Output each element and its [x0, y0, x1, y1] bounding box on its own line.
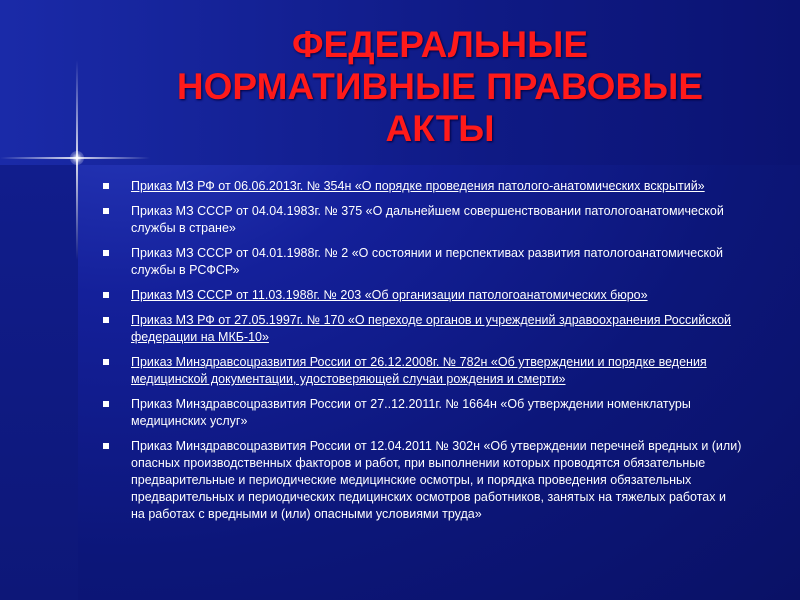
bullet-icon [103, 250, 109, 256]
title-line-2: НОРМАТИВНЫЕ ПРАВОВЫЕ [176, 66, 704, 107]
list-item [103, 354, 743, 388]
list-item [103, 245, 743, 279]
sparkle-icon [70, 151, 84, 165]
regulation-text: Приказ Минздравсоцразвития России от 12.04.2011 № 302н «Об утверждении перечней вредных и (или) опасных производственных факторов и работ, при выполнении которых проводятся обязательные предварительные и периодические медицинские осмотры, и порядка проведения обязательных предварительных и периодических педицинских осмотров работников, занятых на тяжелых работах и на работах с вредными и (или) опасными условиями труда» [131, 439, 742, 521]
regulations-list [103, 178, 743, 531]
list-item [103, 396, 743, 430]
list-item [103, 312, 743, 346]
bullet-icon [103, 292, 109, 298]
title-line-1: ФЕДЕРАЛЬНЫЕ [291, 24, 589, 65]
bullet-icon [103, 443, 109, 449]
bullet-icon [103, 401, 109, 407]
regulation-text: Приказ МЗ СССР от 04.01.1988г. № 2 «О состоянии и перспективах развития патологоанатомической службы в РСФСР» [131, 246, 724, 277]
list-item [103, 438, 743, 523]
bullet-icon [103, 359, 109, 365]
regulation-link[interactable]: Приказ МЗ РФ от 27.05.1997г. № 170 «О переходе органов и учреждений здравоохранения Российской федерации на МКБ-10» [131, 313, 732, 344]
regulation-text: Приказ МЗ СССР от 04.04.1983г. № 375 «О дальнейшем совершенствовании патологоанатомической службы в стране» [131, 204, 724, 235]
regulation-link[interactable]: Приказ МЗ СССР от 11.03.1988г. № 203 «Об организации патологоанатомических бюро» [131, 288, 648, 302]
list-item [103, 178, 743, 195]
bullet-icon [103, 183, 109, 189]
page-title [100, 24, 780, 150]
list-item [103, 287, 743, 304]
bullet-icon [103, 317, 109, 323]
left-column-band [0, 165, 78, 600]
regulation-text: Приказ Минздравсоцразвития России от 27..12.2011г. № 1664н «Об утверждении номенклатуры медицинских услуг» [131, 397, 691, 428]
title-line-3: АКТЫ [385, 108, 495, 149]
list-item [103, 203, 743, 237]
regulation-link[interactable]: Приказ Минздравсоцразвития России от 26.12.2008г. № 782н «Об утверждении и порядке ведения медицинской документации, удостоверяющей случаи рождения и смерти» [131, 355, 707, 386]
bullet-icon [103, 208, 109, 214]
regulation-link[interactable]: Приказ МЗ РФ от 06.06.2013г. № 354н «О порядке проведения патолого-анатомических вскрытий» [131, 179, 705, 193]
